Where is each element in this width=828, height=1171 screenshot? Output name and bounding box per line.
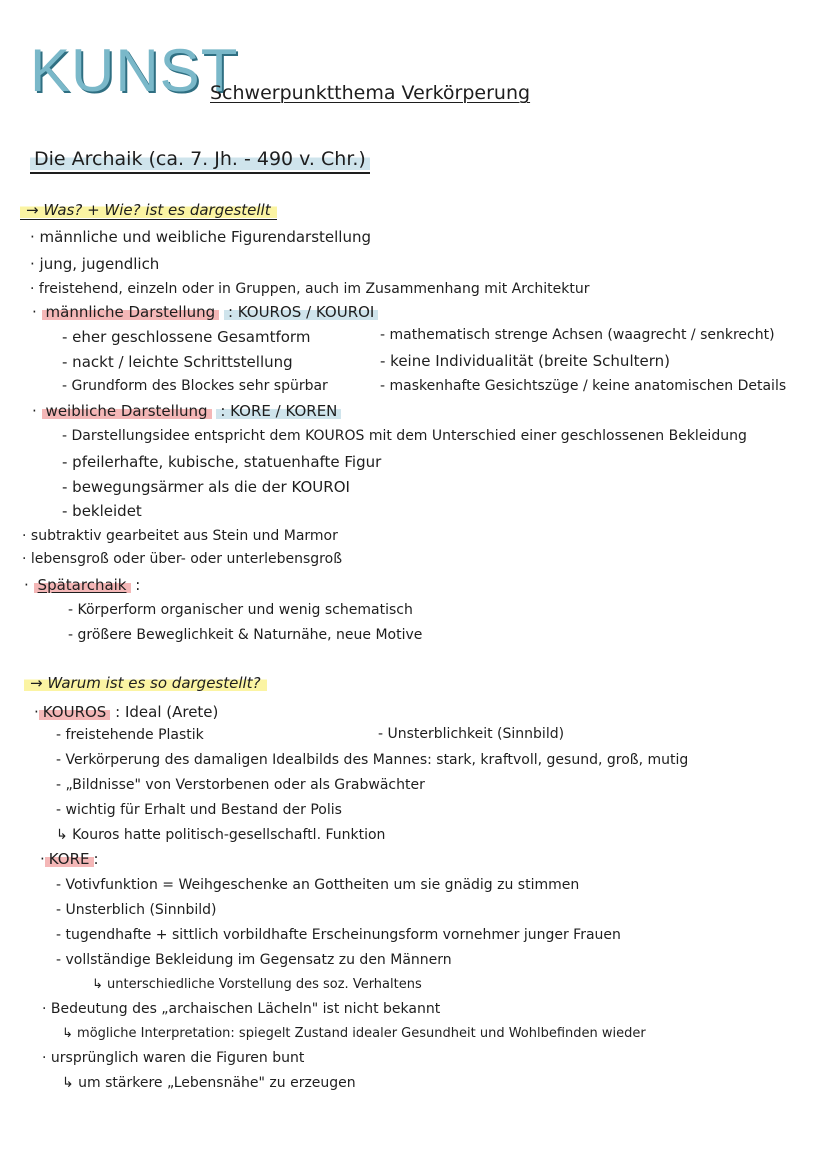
kouros-label: KOUROS [39, 703, 111, 721]
list-item: - bekleidet [62, 502, 142, 520]
question-what-how [20, 200, 277, 219]
list-item: - Verkörperung des damaligen Idealbilds des Mannes: stark, kraftvoll, gesund, groß, mutig [56, 752, 689, 768]
bullet-item: · subtraktiv gearbeitet aus Stein und Marmor [22, 528, 338, 544]
list-item: - mathematisch strenge Achsen (waagrecht / senkrecht) [380, 327, 775, 343]
list-item: - Unsterblich (Sinnbild) [56, 902, 217, 918]
late-archaic-label: Spätarchaik [34, 576, 131, 594]
list-item: - pfeilerhafte, kubische, statuenhafte Figur [62, 453, 382, 471]
arrow-note: ↳ mögliche Interpretation: spiegelt Zustand idealer Gesundheit und Wohlbefinden wieder [62, 1026, 646, 1041]
list-item: - tugendhafte + sittlich vorbildhafte Erscheinungsform vornehmer junger Frauen [56, 927, 621, 943]
page-title: KUNST [30, 37, 239, 104]
male-depiction-line: · männliche Darstellung : KOUROS / KOUROI [32, 303, 378, 321]
bullet-item: · Bedeutung des „archaischen Lächeln" ist nicht bekannt [42, 1001, 441, 1017]
list-item: - Körperform organischer und wenig schematisch [68, 602, 413, 618]
list-item: - wichtig für Erhalt und Bestand der Polis [56, 802, 342, 818]
female-depiction-label: weibliche Darstellung [42, 402, 212, 420]
female-depiction-value: : KORE / KOREN [216, 402, 341, 420]
kore-line: · KORE : [40, 850, 99, 868]
list-item: - bewegungsärmer als die der KOUROI [62, 478, 350, 496]
bullet-item: · männliche und weibliche Figurendarstellung [30, 228, 371, 246]
list-item: - Darstellungsidee entspricht dem KOUROS mit dem Unterschied einer geschlossenen Bekleidung [62, 428, 747, 444]
list-item: - vollständige Bekleidung im Gegensatz zu den Männern [56, 952, 452, 968]
list-item: - Votivfunktion = Weihgeschenke an Gottheiten um sie gnädig zu stimmen [56, 877, 580, 893]
question-text: → Warum ist es so dargestellt? [24, 674, 267, 692]
list-item: - freistehende Plastik [56, 727, 204, 743]
list-item: - größere Beweglichkeit & Naturnähe, neue Motive [68, 627, 423, 643]
bullet-item: · lebensgroß oder über- oder unterlebensgroß [22, 551, 343, 567]
arrow-note: ↳ unterschiedliche Vorstellung des soz. Verhaltens [92, 977, 422, 992]
page-subtitle: Schwerpunktthema Verkörperung [210, 82, 531, 104]
bullet-item: · freistehend, einzeln oder in Gruppen, auch im Zusammenhang mit Architektur [30, 281, 590, 297]
male-depiction-label: männliche Darstellung [42, 303, 220, 321]
bullet-item: · ursprünglich waren die Figuren bunt [42, 1050, 305, 1066]
arrow-note: ↳ um stärkere „Lebensnähe" zu erzeugen [62, 1075, 356, 1091]
question-why [24, 673, 267, 692]
list-item: - „Bildnisse" von Verstorbenen oder als Grabwächter [56, 777, 425, 793]
section-heading: Die Archaik (ca. 7. Jh. - 490 v. Chr.) [30, 146, 370, 174]
bullet-item: · jung, jugendlich [30, 255, 160, 273]
colon: : [135, 576, 141, 594]
list-item: - eher geschlossene Gesamtform [62, 328, 311, 346]
list-item: - nackt / leichte Schrittstellung [62, 353, 293, 371]
kore-label: KORE [45, 850, 94, 868]
question-text: → Was? + Wie? ist es dargestellt [20, 201, 277, 220]
kouros-value: : Ideal (Arete) [115, 703, 219, 721]
list-item: - Grundform des Blockes sehr spürbar [62, 378, 328, 394]
list-item: - Unsterblichkeit (Sinnbild) [378, 726, 565, 742]
list-item: - keine Individualität (breite Schultern) [380, 352, 670, 370]
kouros-line: · KOUROS : Ideal (Arete) [34, 703, 219, 721]
male-depiction-value: : KOUROS / KOUROI [224, 303, 378, 321]
arrow-note: ↳ Kouros hatte politisch-gesellschaftl. Funktion [56, 827, 386, 843]
female-depiction-line: · weibliche Darstellung : KORE / KOREN [32, 402, 341, 420]
list-item: - maskenhafte Gesichtszüge / keine anatomischen Details [380, 378, 787, 394]
colon: : [93, 850, 99, 868]
late-archaic-line: · Spätarchaik : [24, 576, 141, 594]
